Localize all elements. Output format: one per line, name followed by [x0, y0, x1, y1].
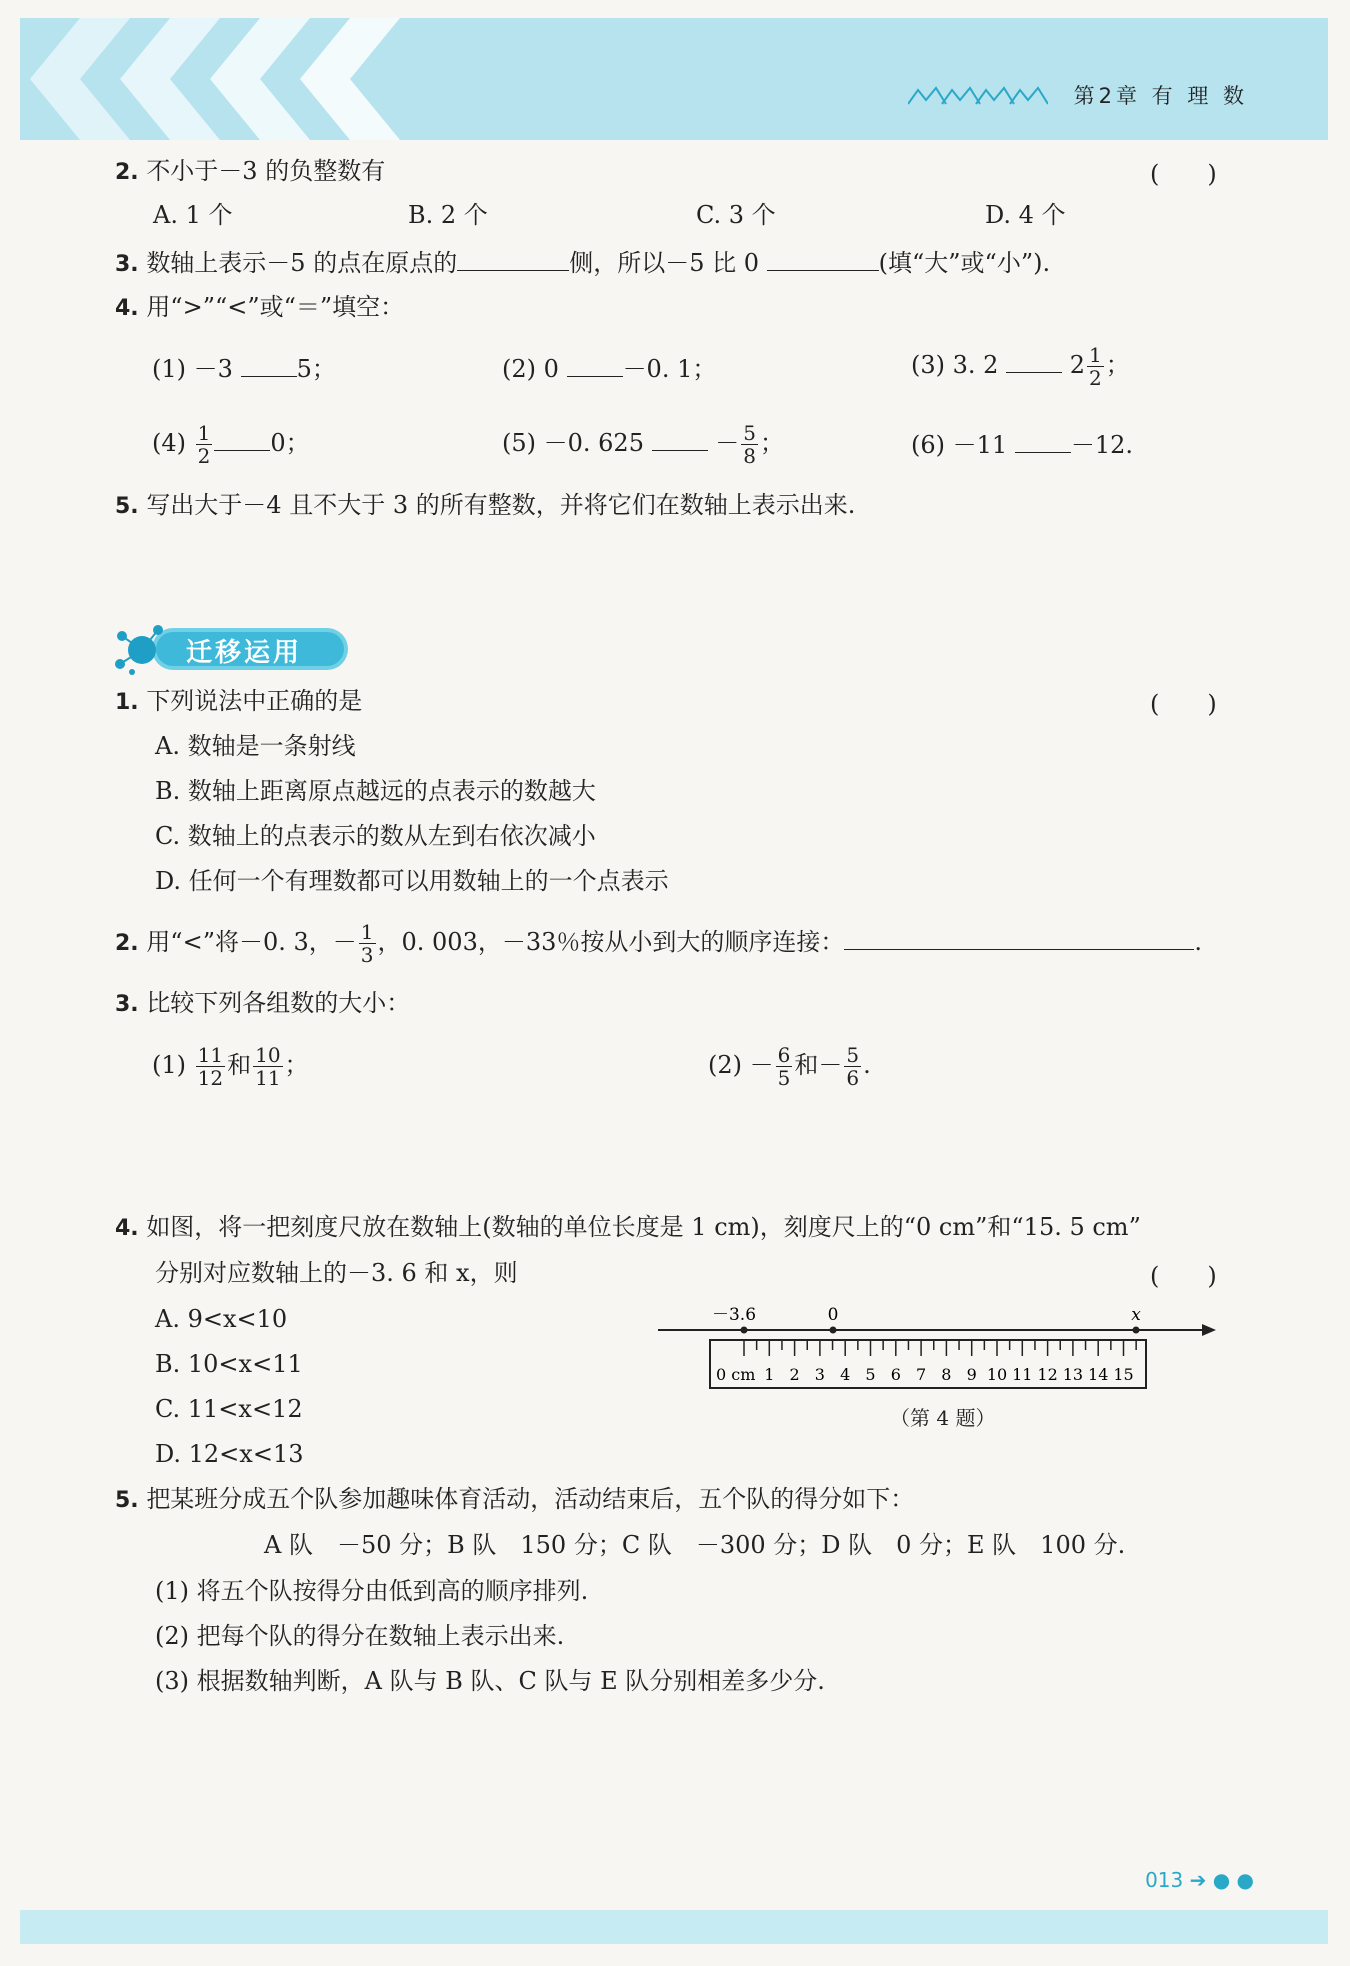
item-right: －0. 1；	[622, 355, 717, 383]
ruler-label: 6	[890, 1365, 901, 1384]
mountain-peaks-icon	[908, 84, 1048, 106]
answer-paren: ( )	[1150, 1262, 1217, 1290]
question-text-line2: 分别对应数轴上的－3. 6 和 x，则	[155, 1259, 518, 1287]
item-right: 5；	[296, 355, 336, 383]
compare-item-6	[911, 428, 1133, 460]
option-c: C. 11<x<12	[155, 1395, 303, 1423]
sub-question-1: (1) 将五个队按得分由低到高的顺序排列.	[155, 1577, 589, 1605]
question-4	[115, 292, 404, 324]
question-text: ，0. 003，－33％按从小到大的顺序连接：	[377, 928, 845, 956]
ruler-label: 3	[814, 1365, 825, 1384]
punct: ；	[284, 1051, 309, 1079]
option-d: D. 4 个	[985, 201, 1066, 229]
option-c: C. 3 个	[696, 201, 776, 229]
denominator: 6	[846, 1066, 860, 1090]
punct: ；	[1105, 351, 1130, 379]
denominator: 11	[255, 1066, 281, 1090]
denominator: 12	[197, 1066, 224, 1090]
item-left: －3	[193, 355, 233, 383]
item-label: (4)	[152, 429, 186, 457]
fraction	[1087, 344, 1104, 389]
page-number	[1145, 1868, 1254, 1892]
answer-blank[interactable]	[241, 352, 297, 377]
footer-band	[20, 1910, 1328, 1944]
compare-pair-2	[708, 1038, 871, 1092]
point-neg3.6	[741, 1327, 748, 1334]
question-number: 3.	[115, 992, 139, 1017]
question-number: 2.	[115, 931, 139, 956]
compare-pair-1	[152, 1038, 309, 1092]
ruler-labels	[716, 1365, 1134, 1384]
fraction	[196, 1044, 225, 1089]
ruler-label: 7	[916, 1365, 927, 1384]
denominator: 3	[360, 943, 374, 967]
denominator: 2	[197, 444, 211, 468]
option-b: B. 2 个	[408, 201, 488, 229]
option-a: A. 数轴是一条射线	[155, 732, 356, 760]
punct: .	[863, 1051, 871, 1079]
item-right: 0；	[270, 429, 310, 457]
numerator: 6	[777, 1043, 791, 1067]
ruler-label: 12	[1037, 1365, 1058, 1384]
option-d: D. 12<x<13	[155, 1440, 304, 1468]
answer-paren: ( )	[1150, 160, 1217, 188]
question-text: (填“大”或“小”).	[878, 249, 1051, 277]
numerator: 5	[846, 1043, 860, 1067]
numerator: 1	[197, 421, 211, 445]
sign: －	[749, 1051, 774, 1079]
ruler-label: 11	[1012, 1365, 1033, 1384]
compare-item-4	[152, 418, 310, 468]
ruler-ticks	[744, 1340, 1136, 1356]
question-text: 侧，所以－5 比 0	[569, 249, 760, 277]
s2-question-5	[115, 1484, 914, 1516]
option-a: A. 9<x<10	[155, 1305, 288, 1333]
option-a: A. 1 个	[153, 201, 233, 229]
fraction	[741, 422, 758, 467]
question-number: 3.	[115, 252, 139, 277]
mixed-whole: 2	[1069, 351, 1085, 379]
question-text: 数轴上表示－5 的点在原点的	[146, 249, 458, 277]
item-left: －11	[952, 431, 1008, 459]
question-2	[115, 156, 385, 188]
ruler-label: 10	[986, 1365, 1008, 1384]
item-left: 0	[543, 355, 559, 383]
option-c: C. 数轴上的点表示的数从左到右依次减小	[155, 822, 596, 850]
question-text: 写出大于－4 且不大于 3 的所有整数，并将它们在数轴上表示出来.	[146, 491, 856, 519]
question-number: 5.	[115, 494, 139, 519]
answer-blank[interactable]	[844, 925, 1194, 950]
s2-question-4	[115, 1212, 1141, 1244]
answer-blank[interactable]	[457, 246, 569, 271]
ruler-label: 4	[840, 1365, 851, 1384]
punct: .	[1194, 928, 1203, 956]
question-number: 4.	[115, 1216, 139, 1241]
figure-caption: （第 4 题）	[890, 1406, 996, 1430]
axis-label-neg3.6: －3.6	[711, 1305, 757, 1325]
question-text: 如图，将一把刻度尺放在数轴上(数轴的单位长度是 1 cm)，刻度尺上的“0 cm”和“15. 5 cm”	[146, 1213, 1141, 1241]
compare-item-5	[502, 418, 784, 468]
answer-blank[interactable]	[652, 426, 708, 451]
question-text: 下列说法中正确的是	[146, 687, 363, 715]
team-scores: A 队 －50 分；B 队 150 分；C 队 －300 分；D 队 0 分；E 队 100 分.	[264, 1531, 1126, 1559]
answer-paren: ( )	[1150, 690, 1217, 718]
denominator: 2	[1089, 366, 1102, 390]
question-text: 用“<”将－0. 3，－	[146, 928, 357, 956]
point-0	[830, 1327, 837, 1334]
option-b: B. 10<x<11	[155, 1350, 303, 1378]
item-label: (2)	[502, 355, 536, 383]
item-label: (2)	[708, 1051, 742, 1079]
ruler-label: 1	[764, 1365, 775, 1384]
axis-label-0: 0	[827, 1305, 839, 1325]
answer-blank[interactable]	[1006, 348, 1062, 373]
question-number: 2.	[115, 160, 139, 185]
connector: 和	[227, 1051, 252, 1079]
chevron-decoration-icon	[20, 18, 440, 140]
question-text: 不小于－3 的负整数有	[146, 157, 386, 185]
sub-question-3: (3) 根据数轴判断，A 队与 B 队、C 队与 E 队分别相差多少分.	[155, 1667, 825, 1695]
s2-question-3	[115, 988, 410, 1020]
question-text: 比较下列各组数的大小：	[146, 989, 411, 1017]
fraction	[359, 921, 376, 966]
axis-label-x: x	[1131, 1305, 1141, 1325]
ruler-label: 15	[1113, 1365, 1134, 1384]
item-label: (1)	[152, 1051, 186, 1079]
arrow-right-icon: ➔ ● ●	[1189, 1868, 1254, 1892]
item-left: －0. 625	[543, 429, 644, 457]
ruler-label: 14	[1088, 1365, 1109, 1384]
question-number: 5.	[115, 1488, 139, 1513]
ruler-label: 0 cm	[716, 1365, 756, 1384]
option-b: B. 数轴上距离原点越远的点表示的数越大	[155, 777, 596, 805]
page-header-band	[20, 18, 1328, 140]
ruler-label: 9	[966, 1365, 977, 1384]
fraction	[253, 1044, 282, 1089]
s2-question-1	[115, 686, 362, 718]
fraction	[844, 1044, 861, 1089]
item-label: (6)	[911, 431, 945, 459]
sign: －	[715, 429, 740, 457]
fraction	[196, 422, 213, 467]
fraction	[776, 1044, 793, 1089]
item-label: (1)	[152, 355, 186, 383]
ruler-label: 2	[789, 1365, 800, 1384]
answer-blank[interactable]	[567, 352, 623, 377]
question-text: 把某班分成五个队参加趣味体育活动，活动结束后，五个队的得分如下：	[146, 1485, 915, 1513]
option-d: D. 任何一个有理数都可以用数轴上的一个点表示	[155, 867, 669, 895]
section-title: 迁移运用	[186, 638, 303, 668]
denominator: 5	[777, 1066, 791, 1090]
compare-item-1	[152, 352, 336, 384]
compare-item-2	[502, 352, 716, 384]
punct: ；	[760, 429, 784, 457]
numerator: 1	[1089, 343, 1102, 367]
sub-question-2: (2) 把每个队的得分在数轴上表示出来.	[155, 1622, 565, 1650]
answer-blank[interactable]	[214, 426, 270, 451]
numerator: 5	[743, 421, 756, 445]
question-text: 用“>”“<”或“＝”填空：	[146, 293, 405, 321]
item-right: －12.	[1070, 431, 1133, 459]
question-number: 4.	[115, 296, 139, 321]
page-number-text: 013	[1145, 1868, 1184, 1892]
numerator: 1	[360, 920, 374, 944]
s2-question-2	[115, 916, 1202, 970]
chapter-title: 第2章 有 理 数	[1073, 84, 1248, 108]
answer-blank[interactable]	[1015, 428, 1071, 453]
answer-blank[interactable]	[767, 246, 879, 271]
numerator: 10	[255, 1043, 281, 1067]
ruler-label: 5	[865, 1365, 876, 1384]
denominator: 8	[743, 444, 756, 468]
question-number: 1.	[115, 690, 139, 715]
connector: 和－	[794, 1051, 843, 1079]
item-label: (5)	[502, 429, 536, 457]
ruler-label: 13	[1062, 1365, 1084, 1384]
item-left: 3. 2	[952, 351, 999, 379]
ruler-label: 8	[941, 1365, 952, 1384]
numerator: 11	[197, 1043, 224, 1067]
point-x	[1133, 1327, 1140, 1334]
arrow-icon	[1202, 1324, 1216, 1336]
compare-item-3	[911, 340, 1130, 390]
question-5	[115, 490, 855, 522]
item-label: (3)	[911, 351, 945, 379]
question-3	[115, 246, 1050, 280]
